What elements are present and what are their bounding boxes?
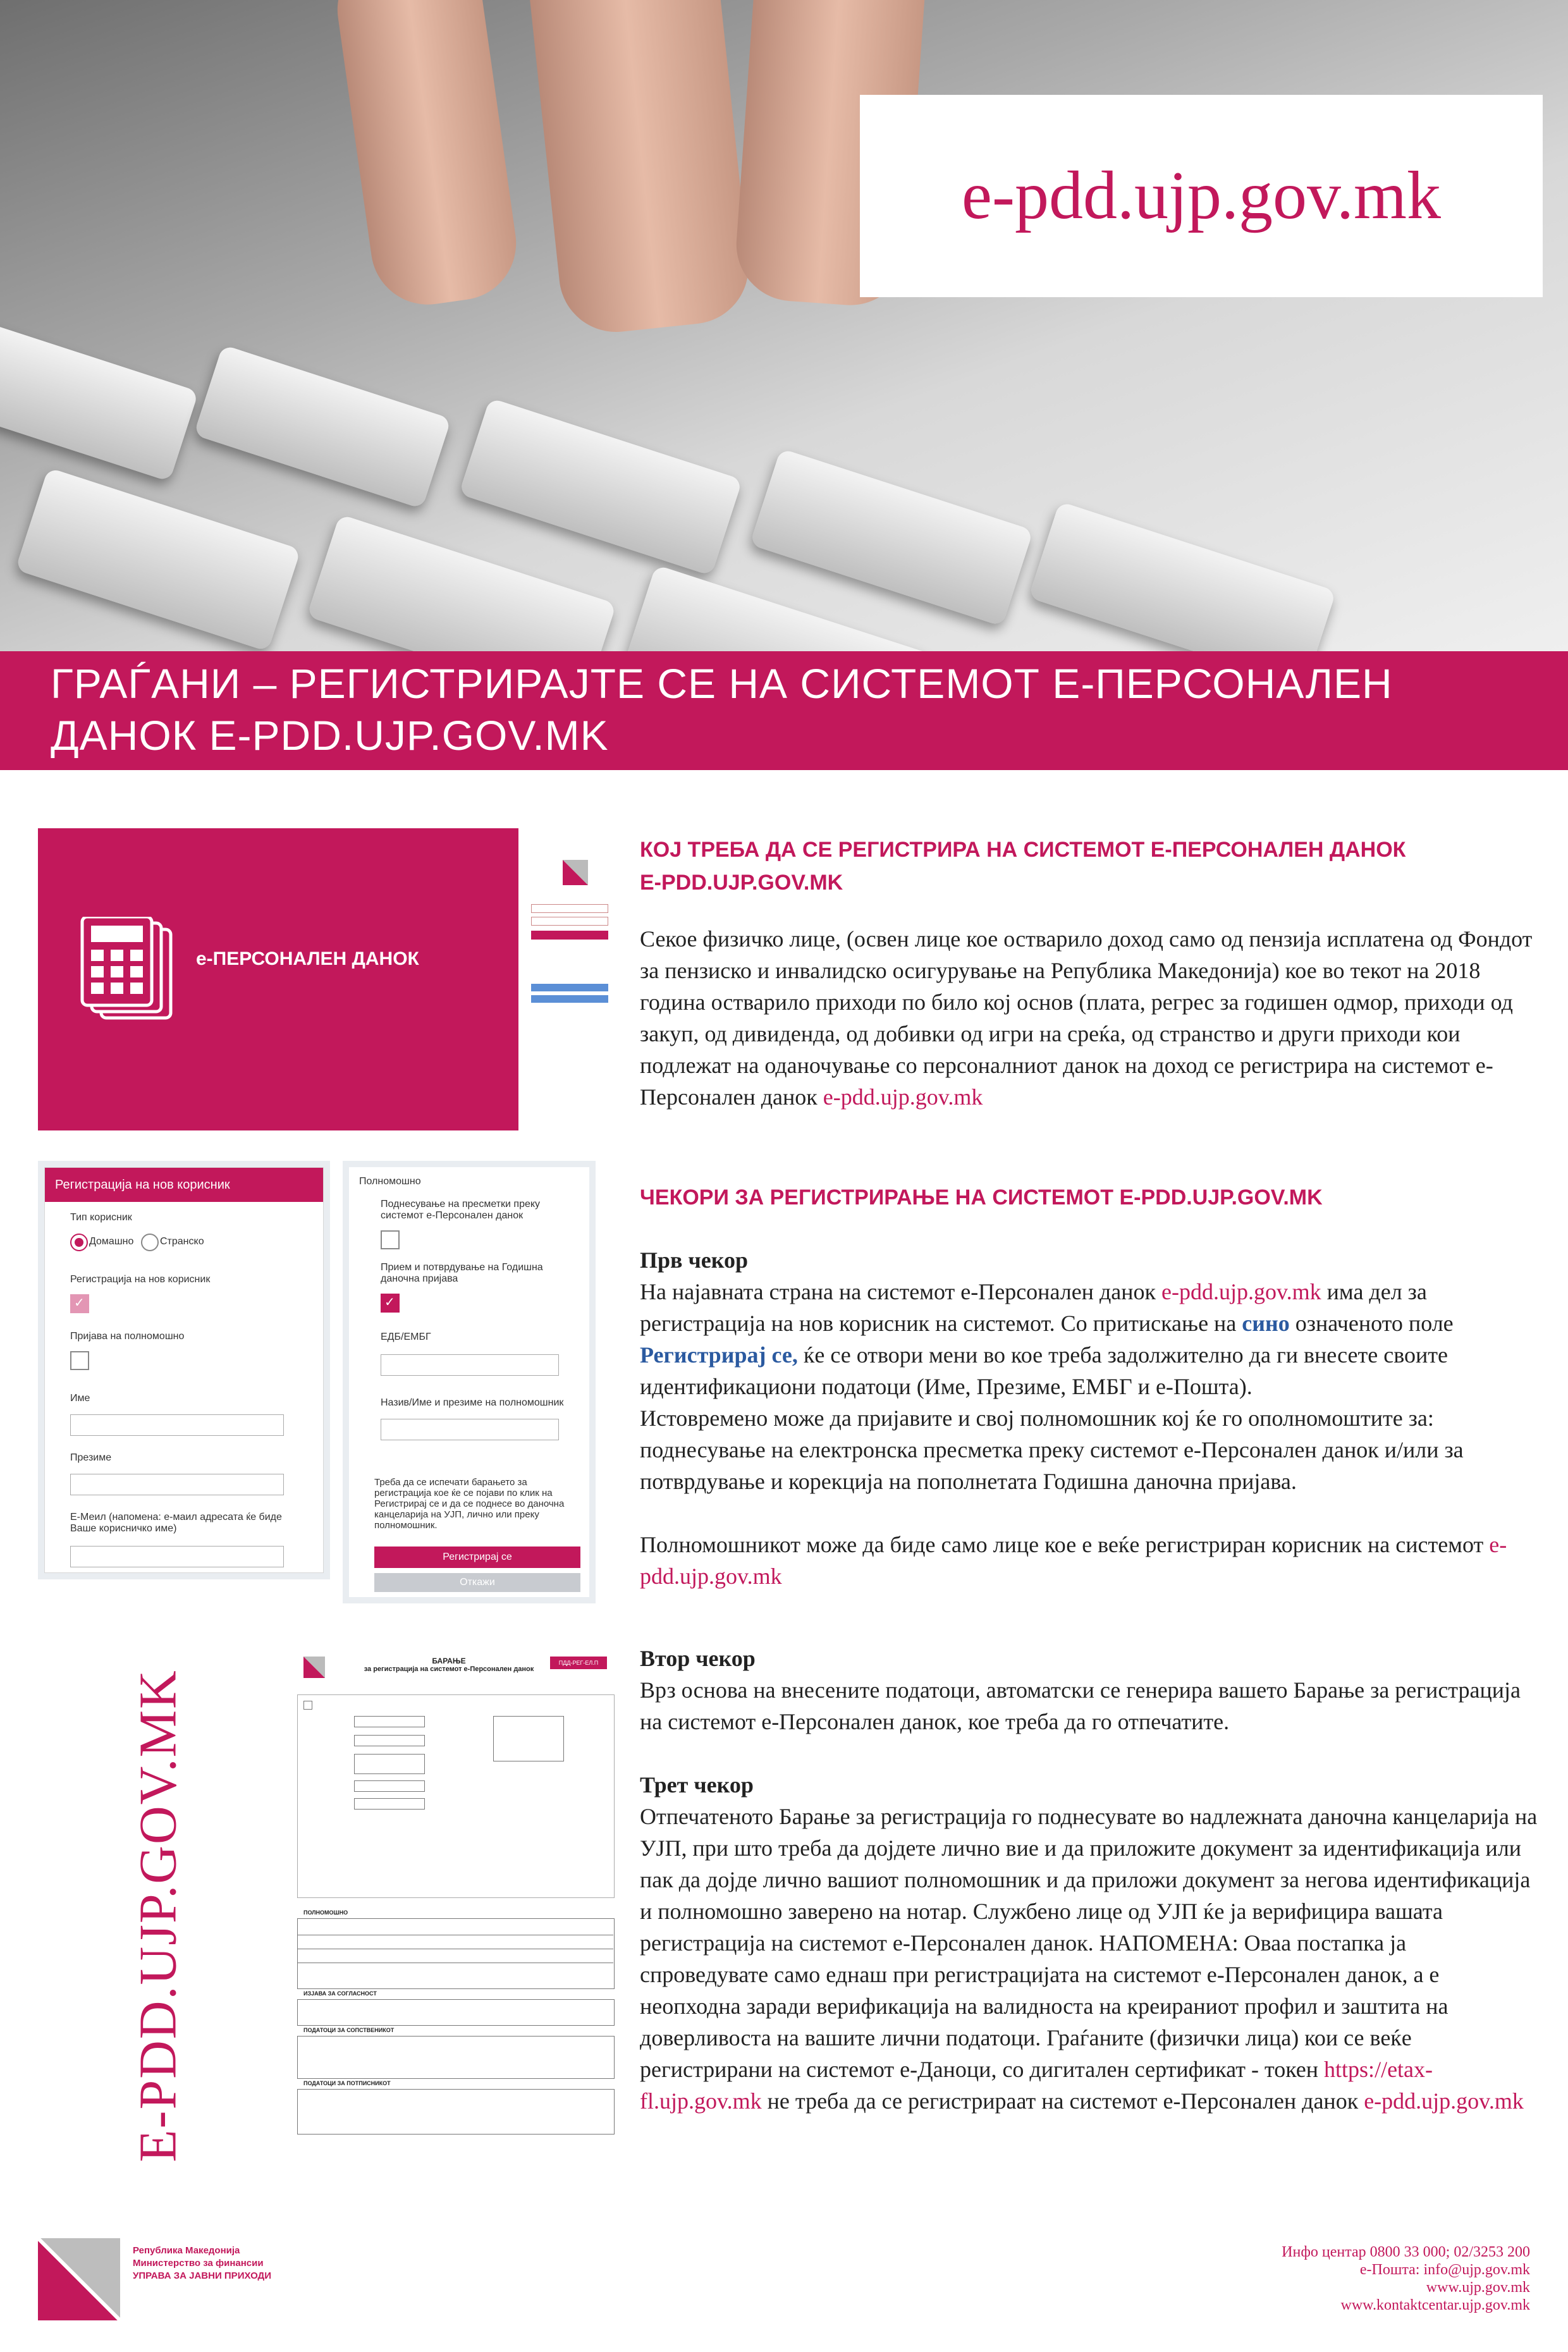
step1-text-d: ќе се отвори мени во кое треба задолжително да ги внесете своите идентификациони податоци (Име, Презиме, ЕМБГ и е-Пошта). [640, 1342, 1448, 1399]
ujp-logo [38, 2238, 316, 2320]
step2-body: Врз основа на внесените податоци, автоматски се генерира вашето Барање за регистрација на системот е-Персонален данок, кое треба да го отпечатите. [640, 1677, 1521, 1734]
proxy-checkbox[interactable] [70, 1351, 89, 1370]
contact-website[interactable]: www.ujp.gov.mk [1426, 2279, 1530, 2296]
proxy-opt2-checkbox[interactable] [381, 1294, 400, 1313]
proxy-report-label: Пријава на полномошно [70, 1331, 185, 1342]
step3-text: Отпечатеното Барање за регистрација го поднесувате во надлежната даночна канцеларија на УЈП, при што треба да дојдете лично вие и да приложите документ за идентификација или пак да дојде лично вашиот полномошник и да приложи документ за негова идентификација и полномошно заверено на нотар. Службено лице од УЈП ќе ја верифицира вашата регистрација на системот е-Персонален данок. НАПОМЕНА: Оваа постапка ја спроведувате само еднаш при регистрацијата на системот е-Персонален данок, а е неопходна заради верификација на валидноста на креираниот профил и заштита на доверливоста на вашите лични податоци. Граѓаните (физички лица) кои се веќе регистрирани на системот е-Даноци, со дигитален сертификат - токен [640, 1804, 1538, 2082]
email-input[interactable] [70, 1546, 284, 1567]
step1-proxy-note [640, 1529, 1538, 1592]
last-name-input[interactable] [70, 1474, 284, 1495]
register-label-highlight: Регистрирај се, [640, 1342, 798, 1368]
keyboard-key [750, 448, 1034, 627]
ujp-logo-icon [303, 1657, 325, 1678]
url-card [860, 95, 1543, 297]
site-link[interactable]: e-pdd.ujp.gov.mk [1364, 2088, 1524, 2114]
login-panel [531, 828, 620, 1094]
site-link[interactable]: e-pdd.ujp.gov.mk [823, 1084, 983, 1110]
doc-proxy-heading: ПОЛНОМОШНО [303, 1909, 348, 1916]
form-note: Треба да се испечати барањето за регистрација кое ќе се појави по клик на Регистрирај се и да се поднесе во даночна канцеларија на УЈП, лично или преку полномошник. [374, 1477, 565, 1531]
step1-proxy-text: Истовремено може да пријавите и свој полномошник кој ќе го ополномоштите за: поднесување на електронска пресметка преку системот е-Персонален данок и/или за потврдување и корекција на пополнетата Годишна даночна пријава. [640, 1406, 1464, 1494]
vertical-url-text: E-PDD.UJP.GOV.MK [128, 1669, 188, 2162]
doc-stamp-box [493, 1716, 564, 1761]
section-steps-2-3 [640, 1643, 1538, 2117]
step1-text-f: Полномошникот може да биде само лице кое е веќе регистриран корисник на системот [640, 1532, 1484, 1557]
reg-new-user-checkbox[interactable] [70, 1294, 89, 1313]
logo-text [133, 2245, 271, 2282]
keyboard-key [307, 514, 616, 651]
section-steps [640, 1181, 1538, 1592]
proxy-opt1-checkbox[interactable] [381, 1230, 400, 1249]
doc-field [354, 1780, 425, 1792]
logo-line-2: Министерство за финансии [133, 2258, 264, 2269]
contact-email[interactable]: е-Пошта: info@ujp.gov.mk [1359, 2262, 1530, 2278]
app-screenshot [38, 828, 518, 1130]
register-submit-button[interactable]: Регистрирај се [374, 1547, 580, 1568]
doc-consent-box [297, 1999, 615, 2026]
contact-phone: Инфо центар 0800 33 000; 02/3253 200 [1282, 2244, 1530, 2260]
step1-text-b: има дел за регистрација на нов корисник на системот. Со притискање на [640, 1279, 1427, 1336]
contacts [1087, 2243, 1530, 2314]
app-label: е-ПЕРСОНАЛЕН ДАНОК [196, 948, 419, 969]
radio-foreign-label: Странско [160, 1236, 204, 1247]
doc-owner-box [297, 2036, 615, 2079]
step3-title: Трет чекор [640, 1772, 754, 1798]
step3-body [640, 1801, 1538, 2117]
section-steps-heading: ЧЕКОРИ ЗА РЕГИСТРИРАЊЕ НА СИСТЕМОТ E-PDD.UJP.GOV.MK [640, 1185, 1323, 1210]
radio-foreign[interactable] [141, 1234, 159, 1251]
contact-center-website[interactable]: www.kontaktcentar.ujp.gov.mk [1340, 2297, 1530, 2313]
doc-field [354, 1716, 425, 1727]
doc-field [354, 1735, 425, 1746]
doc-signer-heading: ПОДАТОЦИ ЗА ПОТПИСНИКОТ [303, 2080, 391, 2086]
doc-badge: ПДД-РЕГ-ЕЛ.П [550, 1657, 607, 1669]
keyboard-key [0, 321, 199, 482]
first-name-input[interactable] [70, 1414, 284, 1436]
step1-body [640, 1276, 1538, 1402]
site-link[interactable]: e-pdd.ujp.gov.mk [640, 1532, 1507, 1589]
title-line-1: ГРАЃАНИ – РЕГИСТРИРАЈТЕ СЕ НА СИСТЕМОТ Е-ПЕРСОНАЛЕН [51, 660, 1393, 707]
proxy-name-label: Назив/Име и презиме на полномошник [381, 1397, 564, 1408]
section-who-heading-2: E-PDD.UJP.GOV.MK [640, 871, 843, 895]
step3-text-b: не треба да се регистрираат на системот е-Персонален данок [767, 2088, 1359, 2114]
doc-proxy-box [297, 1918, 615, 1989]
step1-text-c: означеното поле [1295, 1311, 1454, 1336]
logo-line-1: Република Македонија [133, 2245, 240, 2256]
first-name-label: Име [70, 1393, 90, 1404]
proxy-name-input[interactable] [381, 1419, 559, 1440]
keyboard-key [1029, 501, 1337, 651]
doc-field [354, 1754, 425, 1774]
finger [330, 0, 524, 312]
step2-title: Втор чекор [640, 1646, 756, 1671]
register-button[interactable] [531, 984, 608, 991]
step1-title: Прв чекор [640, 1247, 749, 1273]
taxpayer-type-label: Тип корисник [70, 1212, 132, 1223]
proxy-opt1-label: Поднесување на пресметки преку системот е-Персонален данок [381, 1199, 541, 1221]
certificate-button[interactable] [531, 995, 608, 1003]
site-link[interactable]: e-pdd.ujp.gov.mk [1161, 1279, 1321, 1304]
password-input[interactable] [531, 917, 608, 926]
calculator-icon [76, 917, 190, 1024]
title-line-2: ДАНОК E-PDD.UJP.GOV.MK [51, 712, 609, 759]
keyboard-key [193, 345, 451, 509]
email-label: Е-Меил (напомена: е-маил адресата ќе биде Ваше корисничко име) [70, 1512, 282, 1534]
doc-checkbox [303, 1701, 312, 1710]
finger [523, 0, 754, 338]
section-who [640, 833, 1538, 1113]
proxy-form [349, 1167, 589, 1597]
doc-owner-heading: ПОДАТОЦИ ЗА СОПСТВЕНИКОТ [303, 2027, 395, 2033]
form-title: Регистрација на нов корисник [45, 1168, 323, 1202]
doc-field [354, 1798, 425, 1810]
proxy-opt2-label: Прием и потврдување на Годишна даночна пријава [381, 1262, 543, 1284]
login-button[interactable] [531, 931, 608, 940]
etax-link[interactable]: https://etax-fl.ujp.gov.mk [640, 2057, 1433, 2114]
blue-word: сино [1242, 1311, 1290, 1336]
radio-domestic[interactable] [70, 1234, 88, 1251]
cancel-button[interactable]: Откажи [374, 1573, 580, 1592]
reg-new-user-label: Регистрација на нов корисник [70, 1274, 211, 1285]
page-title [51, 658, 1530, 761]
doc-subtitle: за регистрација на системот е-Персонален данок [364, 1665, 534, 1673]
ujp-logo-icon [38, 2238, 120, 2320]
section-who-text: Секое физичко лице, (освен лице кое остварило доход само од пензија исплатена од Фондот за пензиско и инвалидско осигурување на Република Македонија) кое во текот на 2018 година остварило приходи по било кој основ (плата, регрес за годишен одмор, приходи од закуп, од дивиденда, од добивки од игри на среќа, од странство и други приходи кои подлежат на оданочување со персоналниот данок на доход се регистрира на системот е-Персонален данок [640, 926, 1533, 1110]
proxy-section-label: Полномошно [359, 1176, 421, 1187]
section-who-body [640, 923, 1538, 1113]
hero-url: e-pdd.ujp.gov.mk [962, 158, 1441, 233]
edb-input[interactable] [381, 1354, 559, 1376]
keyboard-key [459, 398, 743, 576]
edb-label: ЕДБ/ЕМБГ [381, 1332, 431, 1342]
logo-line-3: УПРАВА ЗА ЈАВНИ ПРИХОДИ [133, 2270, 272, 2281]
doc-consent-heading: ИЗЈАВА ЗА СОГЛАСНОСТ [303, 1990, 377, 1997]
section-who-heading-1: КОЈ ТРЕБА ДА СЕ РЕГИСТРИРА НА СИСТЕМОТ Е-ПЕРСОНАЛЕН ДАНОК [640, 838, 1406, 862]
step1-text-a: На најавната страна на системот е-Персонален данок [640, 1279, 1156, 1304]
keyboard-key [15, 467, 301, 651]
doc-title: БАРАЊЕ [432, 1657, 466, 1665]
request-document [297, 1657, 613, 2137]
doc-signer-box [297, 2089, 615, 2135]
username-input[interactable] [531, 904, 608, 913]
last-name-label: Презиме [70, 1452, 112, 1463]
radio-domestic-label: Домашно [89, 1236, 134, 1247]
doc-applicant-box [297, 1694, 615, 1898]
registration-form [44, 1167, 324, 1573]
ujp-logo-icon [563, 860, 588, 885]
vertical-url [128, 1669, 188, 2162]
